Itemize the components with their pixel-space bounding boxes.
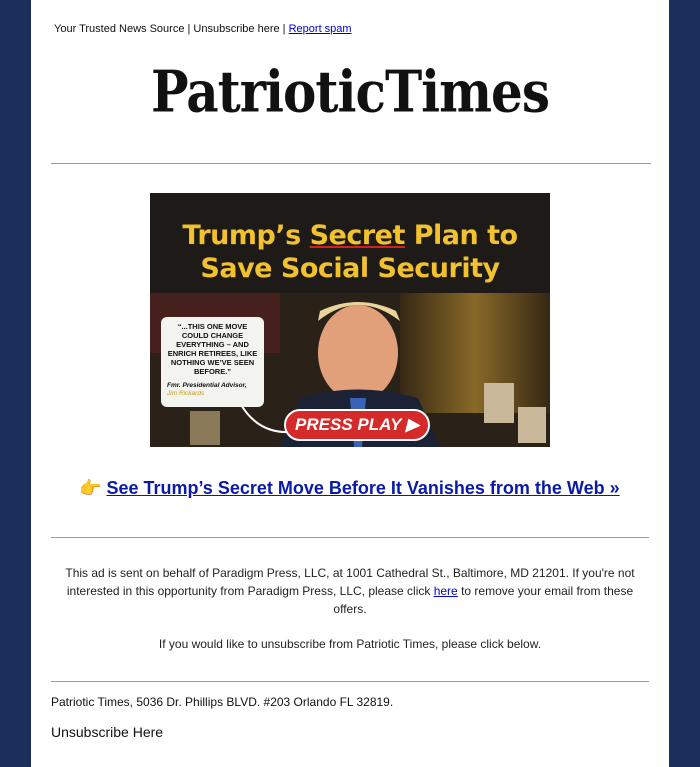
- masthead-logo: PatrioticTimes: [150, 57, 550, 126]
- press-play-button[interactable]: PRESS PLAY ▶: [284, 409, 430, 441]
- unsubscribe-note: If you would like to unsubscribe from Patriotic Times, please click below.: [158, 637, 542, 651]
- report-spam-link[interactable]: Report spam: [288, 23, 352, 35]
- pointing-hand-icon: 👉: [79, 478, 102, 498]
- quote-text: “...THIS ONE MOVE COULD CHANGE EVERYTHING – AND ENRICH RETIREES, LIKE NOTHING WE’VE SEEN BEFORE.”: [167, 322, 258, 376]
- quote-card: [161, 317, 264, 407]
- disclaimer: This ad is sent on behalf of Paradigm Press, LLC, at 1001 Cathedral St., Baltimore, MD 21201. If you're not interested in this opportunity from Paradigm Press, LLC, please click here to remove your email from these offers.: [65, 566, 635, 616]
- photo-frame: [190, 411, 220, 445]
- quote-author: Jim Rickards: [167, 390, 205, 397]
- email-body: [31, 0, 669, 767]
- hero-headline: Trump’s Secret Plan to Save Social Security: [182, 220, 518, 284]
- divider: [51, 681, 649, 682]
- divider: [51, 163, 651, 164]
- video-thumbnail[interactable]: [150, 193, 550, 447]
- photo-frame: [484, 383, 514, 423]
- cta-line: [79, 478, 620, 499]
- tagline: Your Trusted News Source | Unsubscribe here |: [54, 23, 286, 35]
- unsubscribe-link[interactable]: Unsubscribe Here: [51, 724, 164, 740]
- cta-link[interactable]: See Trump’s Secret Move Before It Vanishes from the Web »: [106, 478, 620, 498]
- mailing-address: Patriotic Times, 5036 Dr. Phillips BLVD. #203 Orlando FL 32819.: [51, 695, 394, 709]
- divider: [51, 537, 649, 538]
- remove-email-link[interactable]: here: [433, 584, 458, 598]
- quote-attribution: Fmr. Presidential Advisor,: [167, 382, 247, 389]
- top-bar: [54, 23, 352, 35]
- speaker-face: [318, 305, 398, 401]
- photo-frame: [518, 407, 546, 443]
